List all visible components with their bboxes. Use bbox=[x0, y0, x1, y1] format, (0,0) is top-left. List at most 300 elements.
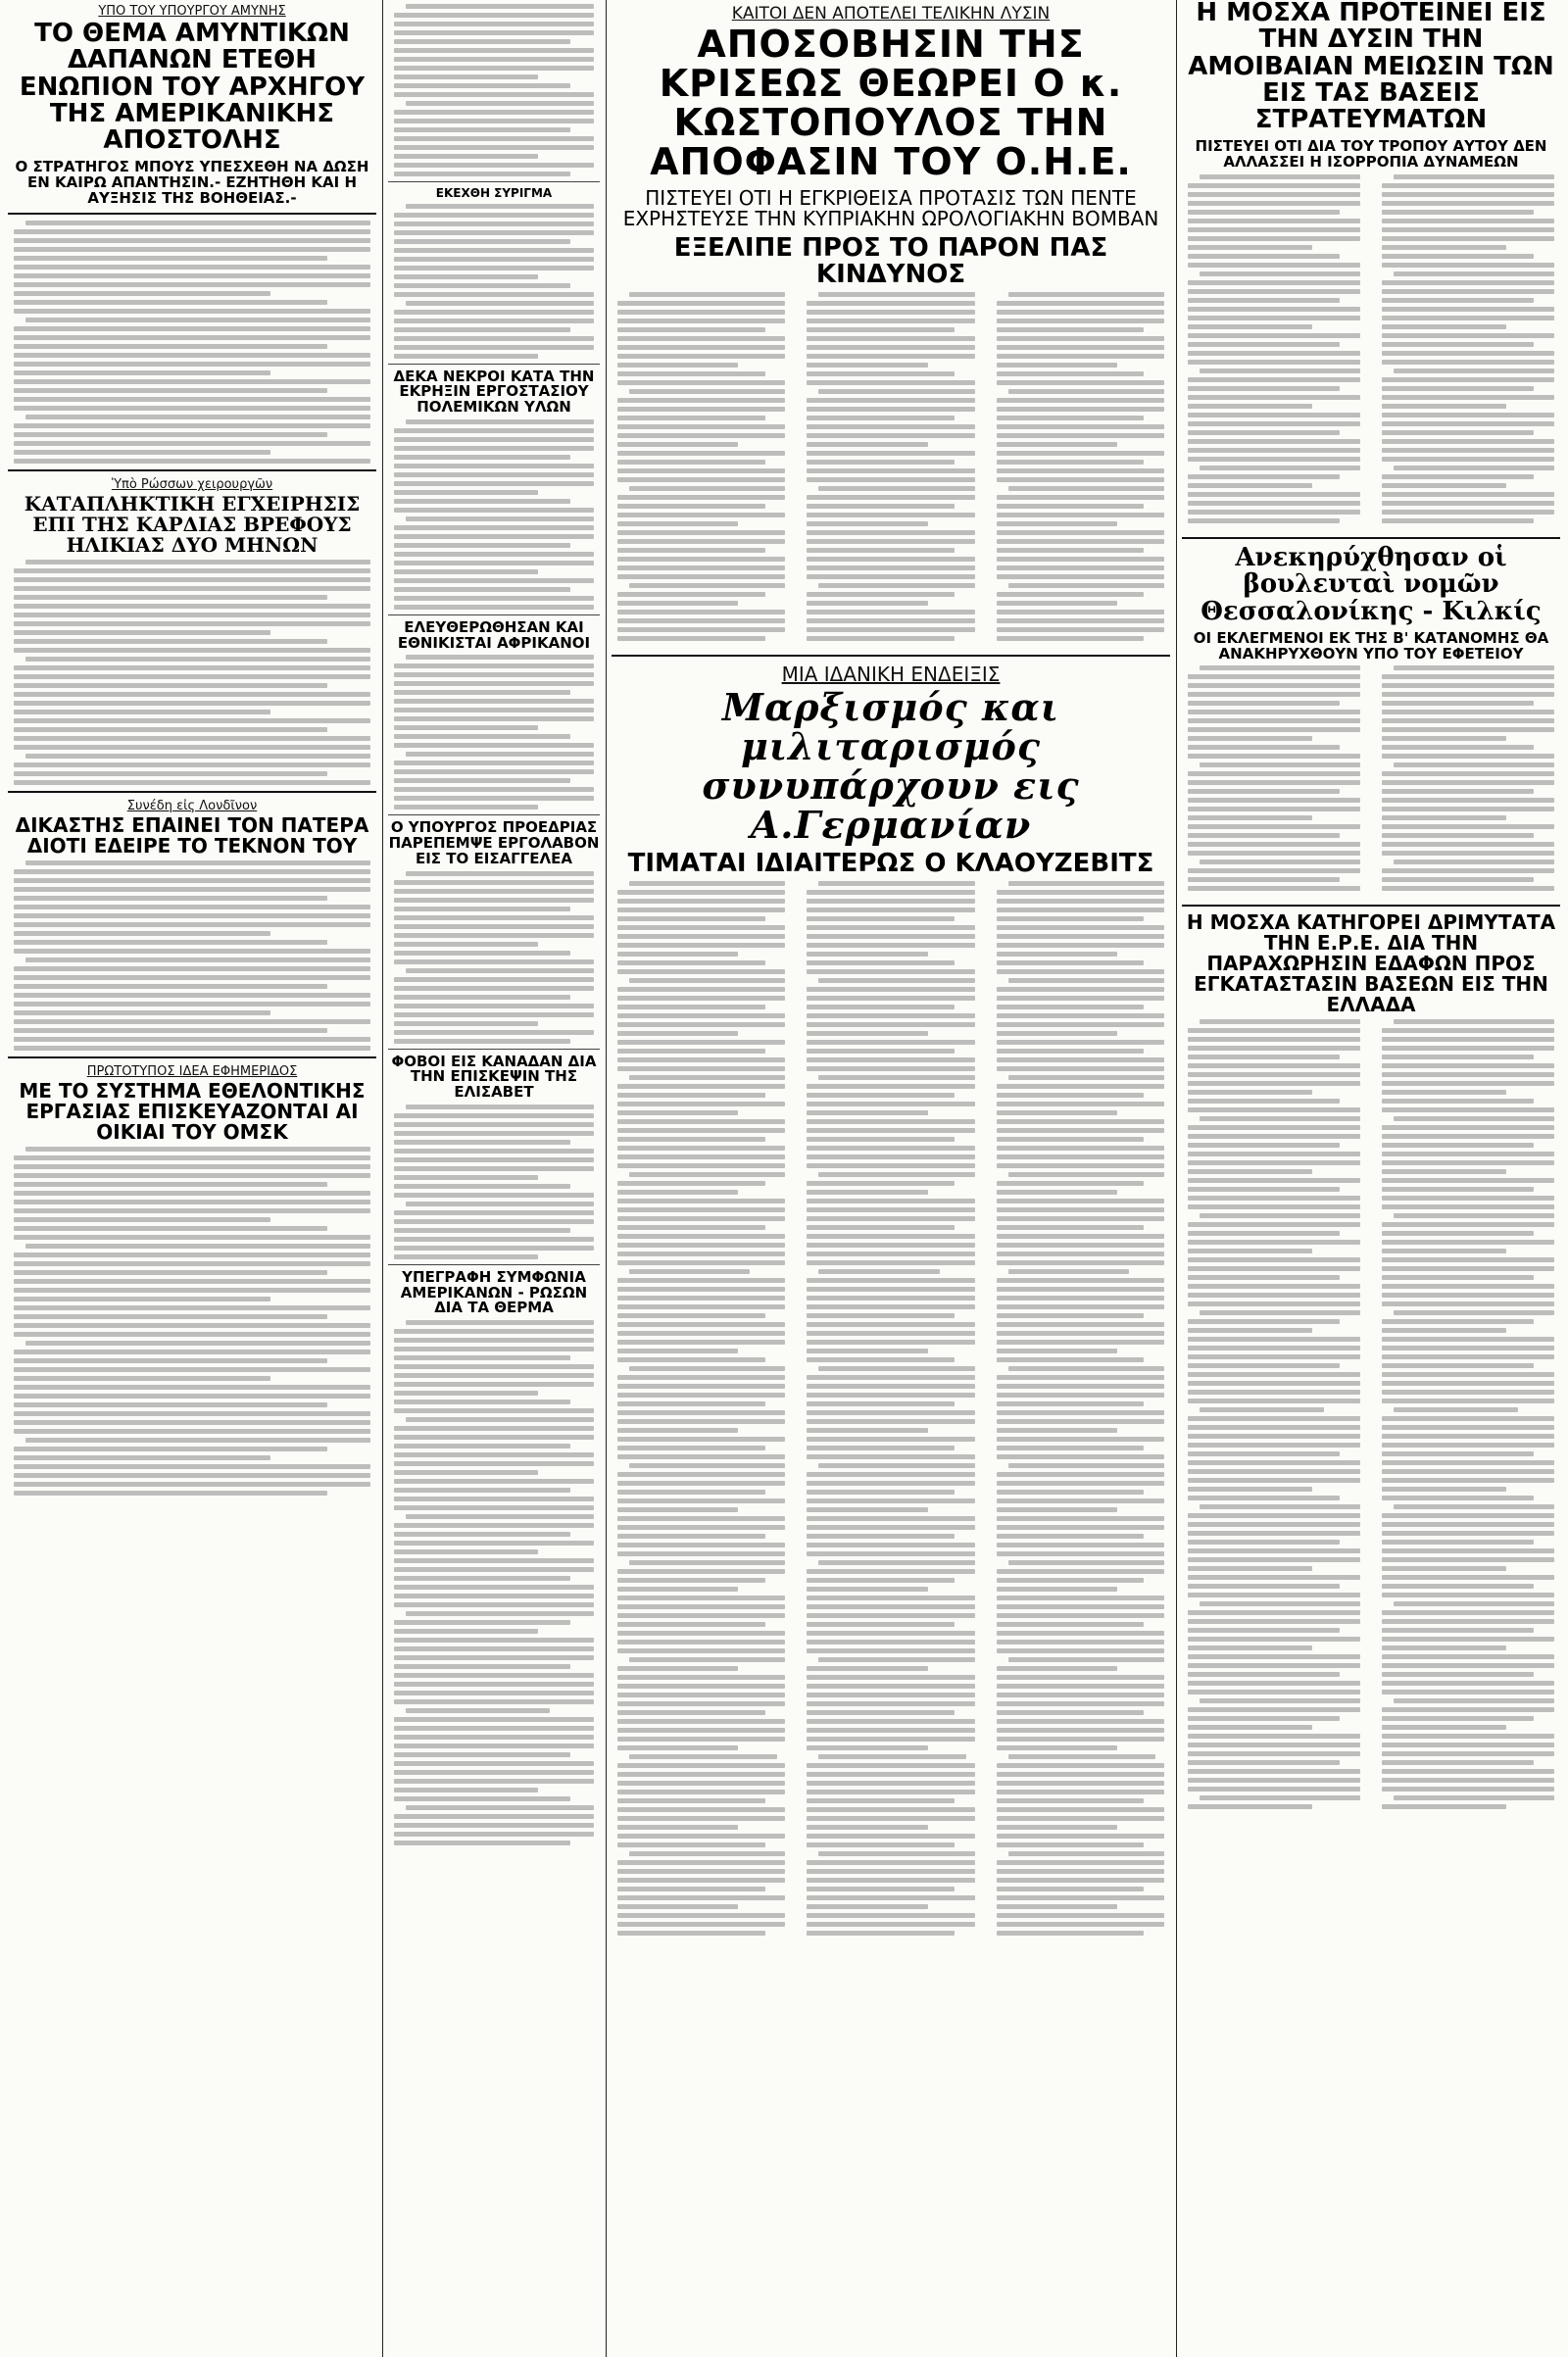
text-line bbox=[1188, 780, 1360, 785]
text-line bbox=[394, 1030, 594, 1035]
text-line bbox=[14, 441, 370, 446]
text-line bbox=[1394, 1601, 1554, 1606]
text-line bbox=[617, 1419, 785, 1424]
text-line bbox=[1382, 1760, 1534, 1765]
text-line bbox=[818, 978, 974, 983]
text-line bbox=[1188, 842, 1360, 847]
text-line bbox=[997, 1163, 1164, 1168]
text-line bbox=[617, 1446, 765, 1450]
text-line bbox=[14, 1297, 270, 1301]
text-line bbox=[14, 1279, 370, 1284]
text-line bbox=[14, 459, 370, 464]
text-line bbox=[1382, 1751, 1554, 1756]
text-line bbox=[14, 1482, 370, 1487]
text-line bbox=[1382, 236, 1554, 241]
text-line bbox=[1188, 1266, 1360, 1271]
text-line bbox=[629, 1463, 785, 1468]
text-line bbox=[1382, 754, 1554, 759]
text-line bbox=[617, 1648, 785, 1653]
text-line bbox=[807, 969, 974, 974]
text-line bbox=[997, 477, 1164, 482]
text-line bbox=[394, 1743, 594, 1748]
text-line bbox=[1200, 1407, 1324, 1412]
text-line bbox=[394, 354, 538, 359]
text-line bbox=[25, 657, 370, 662]
text-line bbox=[807, 1428, 927, 1433]
text-line bbox=[394, 1012, 594, 1017]
text-line bbox=[617, 407, 785, 412]
text-line bbox=[1382, 1637, 1554, 1642]
text-line bbox=[997, 1304, 1164, 1309]
text-line bbox=[617, 1931, 765, 1936]
text-line bbox=[997, 380, 1164, 385]
text-line bbox=[1394, 762, 1554, 767]
text-line bbox=[617, 1304, 785, 1309]
text-line bbox=[1382, 1707, 1554, 1712]
text-line bbox=[1382, 692, 1554, 697]
text-line bbox=[997, 1781, 1164, 1786]
text-line bbox=[1382, 395, 1554, 400]
text-line bbox=[807, 363, 927, 368]
text-line bbox=[1382, 1743, 1554, 1747]
text-line bbox=[617, 1066, 785, 1071]
text-line bbox=[1382, 1319, 1534, 1324]
text-line bbox=[14, 630, 270, 635]
text-line bbox=[997, 1913, 1164, 1918]
text-line bbox=[997, 1772, 1164, 1777]
text-line bbox=[617, 1022, 785, 1027]
text-line bbox=[1188, 1337, 1360, 1342]
text-line bbox=[617, 1040, 785, 1045]
text-line bbox=[394, 1435, 594, 1440]
text-line bbox=[1188, 1725, 1312, 1730]
text-line bbox=[807, 1895, 974, 1900]
text-line bbox=[807, 1666, 927, 1671]
text-line bbox=[1382, 1099, 1534, 1104]
text-line bbox=[997, 1693, 1164, 1697]
text-line bbox=[1188, 377, 1360, 382]
text-line bbox=[997, 1631, 1164, 1636]
text-line bbox=[617, 1798, 765, 1803]
text-line bbox=[617, 1887, 765, 1891]
text-line bbox=[1188, 736, 1312, 741]
text-line bbox=[807, 1543, 974, 1547]
text-line bbox=[14, 432, 327, 437]
text-line bbox=[997, 310, 1164, 315]
text-line bbox=[1382, 1381, 1554, 1386]
text-line bbox=[1382, 1293, 1554, 1298]
text-line bbox=[617, 1287, 785, 1292]
text-line bbox=[1382, 1081, 1554, 1086]
text-line bbox=[14, 674, 370, 679]
text-line bbox=[394, 110, 594, 115]
text-line bbox=[14, 639, 327, 644]
text-line bbox=[617, 899, 785, 904]
text-line bbox=[617, 1587, 738, 1592]
text-line bbox=[807, 1569, 974, 1574]
kicker: ΜΙΑ ΙΔΑΝΙΚΗ ΕΝΔΕΙΞΙΣ bbox=[781, 663, 1001, 687]
text-line bbox=[807, 1631, 974, 1636]
text-line bbox=[394, 734, 570, 739]
text-line bbox=[1382, 474, 1534, 479]
text-line bbox=[14, 1447, 327, 1451]
text-line bbox=[406, 1202, 594, 1206]
text-line bbox=[1188, 1469, 1360, 1474]
text-line bbox=[14, 362, 370, 367]
text-line bbox=[14, 309, 370, 314]
text-line bbox=[617, 1234, 785, 1239]
text-line bbox=[617, 1816, 785, 1821]
text-line bbox=[1188, 1125, 1360, 1130]
text-line bbox=[394, 569, 538, 574]
text-line bbox=[997, 1481, 1164, 1486]
text-line bbox=[1188, 448, 1360, 453]
text-line bbox=[1188, 386, 1340, 391]
article-body bbox=[807, 292, 974, 645]
text-line bbox=[1188, 1204, 1360, 1209]
text-line bbox=[617, 943, 785, 948]
text-line bbox=[807, 1181, 955, 1186]
text-line bbox=[807, 530, 974, 535]
text-line bbox=[1200, 368, 1360, 373]
text-line bbox=[394, 1254, 538, 1259]
text-line bbox=[406, 1611, 594, 1616]
text-line bbox=[394, 1391, 538, 1396]
text-line bbox=[997, 618, 1164, 623]
text-line bbox=[807, 1781, 974, 1786]
text-line bbox=[997, 407, 1164, 412]
text-line bbox=[807, 1860, 974, 1865]
text-line bbox=[617, 1719, 785, 1724]
text-line bbox=[1200, 1116, 1360, 1121]
text-line bbox=[807, 1913, 974, 1918]
text-line bbox=[394, 915, 594, 920]
text-line bbox=[1394, 1407, 1518, 1412]
text-line bbox=[1008, 389, 1164, 394]
text-line bbox=[1382, 1249, 1506, 1253]
text-line bbox=[14, 1208, 370, 1213]
text-line bbox=[1188, 421, 1360, 426]
text-line bbox=[617, 1428, 738, 1433]
text-line bbox=[1382, 360, 1554, 365]
text-line bbox=[1382, 1125, 1554, 1130]
text-line bbox=[1188, 1107, 1360, 1112]
text-line bbox=[997, 1401, 1145, 1406]
text-line bbox=[394, 1646, 594, 1651]
text-line bbox=[807, 943, 974, 948]
text-line bbox=[1188, 1416, 1360, 1421]
text-line bbox=[1382, 1513, 1554, 1518]
text-line bbox=[1382, 227, 1554, 232]
text-line bbox=[1008, 1172, 1164, 1177]
text-line bbox=[617, 908, 785, 912]
text-line bbox=[1382, 815, 1506, 820]
text-line bbox=[14, 406, 370, 411]
text-line bbox=[807, 1199, 974, 1203]
text-line bbox=[629, 389, 785, 394]
text-line bbox=[1188, 1637, 1360, 1642]
text-line bbox=[1188, 430, 1340, 435]
text-line bbox=[997, 1331, 1164, 1336]
text-line bbox=[394, 464, 594, 468]
text-line bbox=[1394, 1019, 1554, 1024]
text-line bbox=[1188, 1099, 1340, 1104]
text-line bbox=[14, 1305, 370, 1310]
text-line bbox=[997, 1446, 1145, 1450]
text-line bbox=[1382, 1037, 1554, 1042]
text-line bbox=[394, 145, 594, 150]
text-line bbox=[394, 1237, 594, 1242]
article-body bbox=[394, 1105, 594, 1259]
text-line bbox=[406, 4, 594, 9]
text-line bbox=[807, 1410, 974, 1415]
text-line bbox=[617, 451, 785, 456]
kicker: ΚΑΙΤΟΙ ΔΕΝ ΑΠΟΤΕΛΕΙ ΤΕΛΙΚΗΝ ΛΥΣΙΝ bbox=[731, 4, 1051, 24]
text-line bbox=[997, 1181, 1145, 1186]
text-line bbox=[1382, 1028, 1554, 1033]
divider bbox=[1182, 905, 1560, 907]
text-line bbox=[807, 433, 974, 438]
text-line bbox=[394, 1399, 570, 1404]
text-line bbox=[394, 1039, 570, 1044]
text-line bbox=[14, 692, 370, 697]
text-line bbox=[1382, 1160, 1554, 1165]
text-line bbox=[807, 1481, 974, 1486]
text-line bbox=[1382, 518, 1534, 523]
text-line bbox=[807, 1719, 974, 1724]
headline: ΤΟ ΘΕΜΑ ΑΜΥΝΤΙΚΩΝ ΔΑΠΑΝΩΝ ΕΤΕΘΗ ΕΝΩΠΙΟΝ ΤΟΥ ΑΡΧΗΓΟΥ ΤΗΣ ΑΜΕΡΙΚΑΝΙΚΗΣ ΑΠΟΣΤΟΛΗΣ bbox=[19, 19, 366, 156]
text-line bbox=[1382, 1663, 1554, 1668]
text-line bbox=[617, 1128, 785, 1133]
text-line bbox=[617, 996, 785, 1001]
article-body bbox=[1188, 665, 1360, 895]
text-line bbox=[1382, 1169, 1506, 1174]
text-line bbox=[14, 238, 370, 243]
text-line bbox=[14, 1358, 327, 1363]
text-line bbox=[617, 1842, 765, 1847]
text-line bbox=[1382, 377, 1554, 382]
text-line bbox=[617, 1454, 785, 1459]
text-line bbox=[617, 345, 785, 350]
text-line bbox=[629, 1657, 785, 1662]
text-line bbox=[394, 1796, 570, 1801]
text-line bbox=[394, 552, 594, 557]
text-line bbox=[14, 335, 370, 340]
text-line bbox=[807, 1128, 974, 1133]
text-line bbox=[14, 370, 270, 375]
text-line bbox=[1188, 1160, 1360, 1165]
text-line bbox=[997, 1393, 1164, 1398]
text-line bbox=[14, 397, 370, 402]
text-line bbox=[997, 1093, 1145, 1098]
text-line bbox=[1382, 674, 1554, 679]
text-line bbox=[394, 1210, 594, 1215]
text-line bbox=[1382, 1584, 1534, 1589]
text-line bbox=[1188, 518, 1340, 523]
text-line bbox=[807, 1013, 974, 1018]
text-line bbox=[1382, 1645, 1506, 1650]
text-line bbox=[406, 301, 594, 306]
text-line bbox=[1188, 789, 1340, 794]
text-line bbox=[1188, 1169, 1312, 1174]
text-line bbox=[807, 1825, 927, 1830]
text-line bbox=[1188, 1028, 1360, 1033]
text-line bbox=[997, 1719, 1164, 1724]
text-line bbox=[14, 1182, 327, 1187]
text-line bbox=[617, 1825, 738, 1830]
text-line bbox=[14, 1473, 370, 1478]
headline: Ο ΥΠΟΥΡΓΟΣ ΠΡΟΕΔΡΙΑΣ ΠΑΡΕΠΕΜΨΕ ΕΡΓΟΛΑΒΟΝ ΕΙΣ ΤΟ ΕΙΣΑΓΓΕΛΕΑ bbox=[388, 818, 600, 867]
text-line bbox=[997, 1313, 1145, 1318]
text-line bbox=[617, 1375, 785, 1380]
text-line bbox=[1382, 1672, 1534, 1677]
text-line bbox=[807, 1031, 927, 1036]
text-line bbox=[617, 1190, 738, 1195]
text-line bbox=[997, 1040, 1164, 1045]
text-line bbox=[1382, 1787, 1554, 1792]
headline: ΔΙΚΑΣΤΗΣ ΕΠΑΙΝΕΙ ΤΟΝ ΠΑΤΕΡΑ ΔΙΟΤΙ ΕΔΕΙΡΕ ΤΟ ΤΕΚΝΟΝ ΤΟΥ bbox=[15, 812, 369, 858]
divider bbox=[8, 1056, 376, 1058]
text-line bbox=[394, 1219, 594, 1224]
text-line bbox=[997, 424, 1164, 429]
text-line bbox=[1188, 333, 1360, 338]
text-line bbox=[1188, 219, 1360, 223]
text-line bbox=[807, 1648, 974, 1653]
text-line bbox=[14, 683, 327, 688]
text-line bbox=[1188, 1178, 1360, 1183]
text-line bbox=[14, 1411, 370, 1416]
text-line bbox=[394, 681, 594, 686]
text-line bbox=[1188, 1743, 1360, 1747]
text-line bbox=[997, 1190, 1117, 1195]
article-body bbox=[1188, 174, 1360, 527]
text-line bbox=[997, 416, 1145, 420]
text-line bbox=[997, 1931, 1145, 1936]
divider bbox=[388, 364, 600, 365]
text-line bbox=[394, 1532, 570, 1537]
text-line bbox=[1188, 851, 1360, 856]
text-line bbox=[807, 1798, 955, 1803]
text-line bbox=[807, 1472, 974, 1477]
text-line bbox=[394, 1673, 594, 1678]
text-line bbox=[818, 389, 974, 394]
text-line bbox=[807, 1110, 927, 1115]
text-line bbox=[997, 468, 1164, 473]
text-line bbox=[997, 301, 1164, 306]
text-line bbox=[1382, 798, 1554, 803]
text-line bbox=[997, 1622, 1145, 1627]
text-line bbox=[1188, 701, 1340, 706]
text-line bbox=[997, 513, 1164, 517]
text-line bbox=[1188, 474, 1340, 479]
text-line bbox=[14, 273, 370, 278]
text-line bbox=[1188, 1293, 1360, 1298]
text-line bbox=[807, 1163, 974, 1168]
text-line bbox=[1188, 254, 1340, 259]
text-line bbox=[1200, 174, 1360, 179]
text-line bbox=[807, 1040, 974, 1045]
article-body bbox=[14, 860, 370, 1051]
text-line bbox=[617, 1049, 765, 1054]
text-line bbox=[629, 978, 785, 983]
text-line bbox=[807, 1393, 974, 1398]
text-line bbox=[394, 319, 594, 323]
text-line bbox=[1188, 501, 1360, 506]
text-line bbox=[394, 1788, 538, 1792]
text-line bbox=[14, 984, 327, 989]
text-line bbox=[997, 1057, 1164, 1062]
text-line bbox=[394, 119, 594, 123]
text-line bbox=[1188, 210, 1340, 215]
text-line bbox=[807, 1437, 974, 1442]
text-line bbox=[617, 1199, 785, 1203]
text-line bbox=[1382, 1143, 1534, 1148]
text-line bbox=[997, 1525, 1164, 1530]
text-line bbox=[997, 327, 1145, 332]
text-line bbox=[997, 1454, 1164, 1459]
text-line bbox=[617, 1472, 785, 1477]
text-line bbox=[1188, 1240, 1360, 1245]
text-line bbox=[14, 771, 327, 776]
text-line bbox=[394, 428, 594, 433]
text-line bbox=[617, 1675, 785, 1680]
text-line bbox=[394, 743, 594, 748]
text-line bbox=[1382, 789, 1534, 794]
text-line bbox=[807, 1922, 974, 1927]
text-line bbox=[1382, 780, 1554, 785]
text-line bbox=[997, 1860, 1164, 1865]
text-line bbox=[1382, 842, 1554, 847]
text-line bbox=[997, 1410, 1164, 1415]
text-line bbox=[997, 1569, 1164, 1574]
text-line bbox=[1382, 492, 1554, 497]
text-line bbox=[997, 1225, 1145, 1230]
text-line bbox=[997, 495, 1164, 500]
text-line bbox=[617, 1216, 785, 1221]
text-line bbox=[617, 398, 785, 403]
text-line bbox=[617, 460, 765, 465]
text-line bbox=[807, 1516, 974, 1521]
text-line bbox=[1382, 192, 1554, 197]
text-line bbox=[394, 213, 594, 218]
text-line bbox=[807, 1498, 974, 1503]
text-line bbox=[617, 1084, 785, 1089]
text-line bbox=[406, 1417, 594, 1422]
text-line bbox=[807, 1243, 974, 1248]
text-line bbox=[818, 583, 974, 588]
text-line bbox=[807, 996, 974, 1001]
text-line bbox=[14, 1394, 370, 1399]
text-line bbox=[807, 636, 955, 641]
headline: ΚΑΤΑΠΛΗΚΤΙΚΗ ΕΓΧΕΙΡΗΣΙΣ ΕΠΙ ΤΗΣ ΚΑΡΔΙΑΣ ΒΡΕΦΟΥΣ ΗΛΙΚΙΑΣ ΔΥΟ ΜΗΝΩΝ bbox=[24, 491, 361, 557]
text-line bbox=[1008, 978, 1164, 983]
text-line bbox=[1188, 1478, 1360, 1483]
text-line bbox=[394, 1113, 594, 1118]
text-line bbox=[1394, 368, 1554, 373]
text-line bbox=[617, 1701, 785, 1706]
text-line bbox=[997, 557, 1164, 562]
text-line bbox=[14, 344, 327, 349]
article-body bbox=[394, 4, 594, 176]
text-line bbox=[1382, 710, 1554, 714]
text-line bbox=[1382, 1399, 1554, 1403]
text-line bbox=[807, 1446, 955, 1450]
text-line bbox=[14, 1455, 270, 1460]
text-line bbox=[807, 416, 955, 420]
article-body bbox=[394, 655, 594, 810]
text-line bbox=[1008, 1463, 1164, 1468]
text-line bbox=[807, 398, 974, 403]
